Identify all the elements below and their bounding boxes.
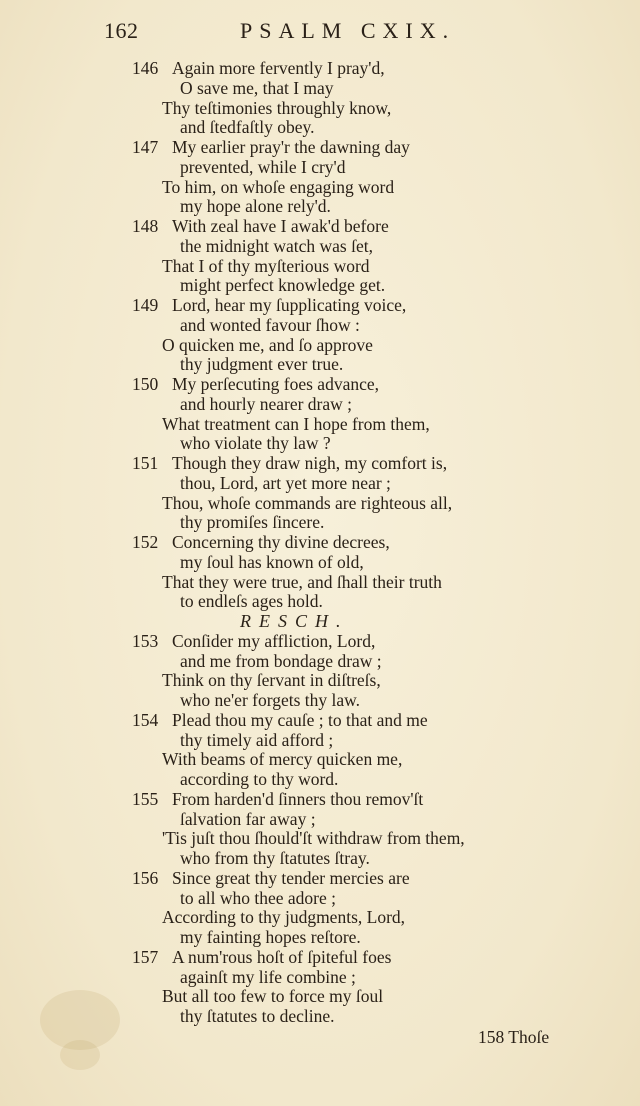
verse-line: to all who thee adore ; (180, 887, 336, 908)
verse-line: who ne'er forgets thy law. (180, 690, 361, 710)
verse-number: 149 (132, 295, 159, 315)
verse-line: Concerning thy divine decrees, (172, 532, 390, 552)
verse-number: 157 (132, 946, 159, 967)
verse-line: and hourly nearer draw ; (180, 393, 353, 414)
verse-line: thou, Lord, art yet more near ; (180, 472, 391, 493)
verse-number: 147 (132, 137, 159, 157)
verse-line: A num'rous hoſt of ſpiteful foes (172, 946, 392, 967)
verse-line: Conſider my affliction, Lord, (172, 630, 376, 651)
running-title: PSALM CXIX. (240, 18, 456, 43)
verse-line: thy timely aid afford ; (180, 729, 334, 750)
verse-line: my fainting hopes reſtore. (180, 927, 361, 947)
verse-line: Thy teſtimonies throughly know, (162, 97, 392, 118)
verse-line: 'Tis juſt thou ſhould'ſt withdraw from them, (162, 828, 465, 849)
verse-line: Thou, whoſe commands are righteous all, (162, 492, 453, 513)
verse-number: 155 (132, 788, 159, 809)
verse-number: 146 (132, 58, 159, 78)
verse-line: Plead thou my cauſe ; to that and me (172, 709, 428, 730)
verse-line: My earlier pray'r the dawning day (172, 137, 410, 157)
verse-line: who from thy ſtatutes ſtray. (180, 848, 370, 868)
verse-line: According to thy judgments, Lord, (162, 907, 406, 928)
verse-line: Since great thy tender mercies are (172, 867, 410, 888)
verse-line: who violate thy law ? (180, 433, 331, 454)
verse-line: My perſecuting foes advance, (172, 374, 380, 394)
verse-line: From harden'd ſinners thou remov'ſt (172, 788, 424, 809)
verse-line: might perfect knowledge get. (180, 275, 386, 296)
verse-line: O save me, that I may (180, 77, 334, 98)
verse-line: Think on thy ſervant in diſtreſs, (162, 670, 381, 691)
verse-line: the midnight watch was ſet, (180, 235, 373, 256)
verse-number: 156 (132, 867, 159, 888)
verse-line: to endleſs ages hold. (180, 591, 323, 612)
paper-stain (60, 1040, 100, 1070)
verse-number: 154 (132, 709, 159, 730)
verse-number: 148 (132, 216, 159, 236)
verse-line: What treatment can I hope from them, (162, 413, 430, 434)
verse-line: With beams of mercy quicken me, (162, 749, 403, 770)
section-heading: RESCH. (240, 611, 349, 631)
verse-line: To him, on whoſe engaging word (162, 176, 395, 197)
verse-line: But all too few to force my ſoul (162, 986, 384, 1007)
verse-line: Though they draw nigh, my comfort is, (172, 453, 448, 473)
catchword: 158 Thoſe (478, 1027, 550, 1047)
verse-line: prevented, while I cry'd (180, 156, 346, 177)
verse-line: Again more fervently I pray'd, (172, 58, 385, 78)
verse-line: and me from bondage draw ; (180, 650, 382, 671)
verse-line: thy promiſes ſincere. (180, 512, 325, 533)
verse-line: and ſtedfaſtly obey. (180, 117, 315, 138)
verse-line: my hope alone rely'd. (180, 196, 331, 217)
page-number: 162 (104, 18, 139, 43)
verse-number: 153 (132, 630, 159, 651)
verse-line: againſt my life combine ; (180, 966, 356, 987)
verse-line: Lord, hear my ſupplicating voice, (172, 295, 407, 315)
verse-line: With zeal have I awak'd before (172, 216, 389, 236)
verse-line: thy ſtatutes to decline. (180, 1006, 335, 1026)
verse-number: 152 (132, 532, 159, 552)
verse-line: That they were true, and ſhall their truth (162, 571, 442, 592)
verse-line: That I of thy myſterious word (162, 255, 370, 276)
verse-line: ſalvation far away ; (180, 808, 316, 829)
verse-number: 151 (132, 453, 159, 473)
verse-number: 150 (132, 374, 159, 394)
verse-line: according to thy word. (180, 769, 339, 789)
verse-line: thy judgment ever true. (180, 354, 344, 375)
verse-line: and wonted favour ſhow : (180, 314, 360, 335)
verse-line: O quicken me, and ſo approve (162, 334, 373, 355)
verse-line: my ſoul has known of old, (180, 551, 364, 572)
